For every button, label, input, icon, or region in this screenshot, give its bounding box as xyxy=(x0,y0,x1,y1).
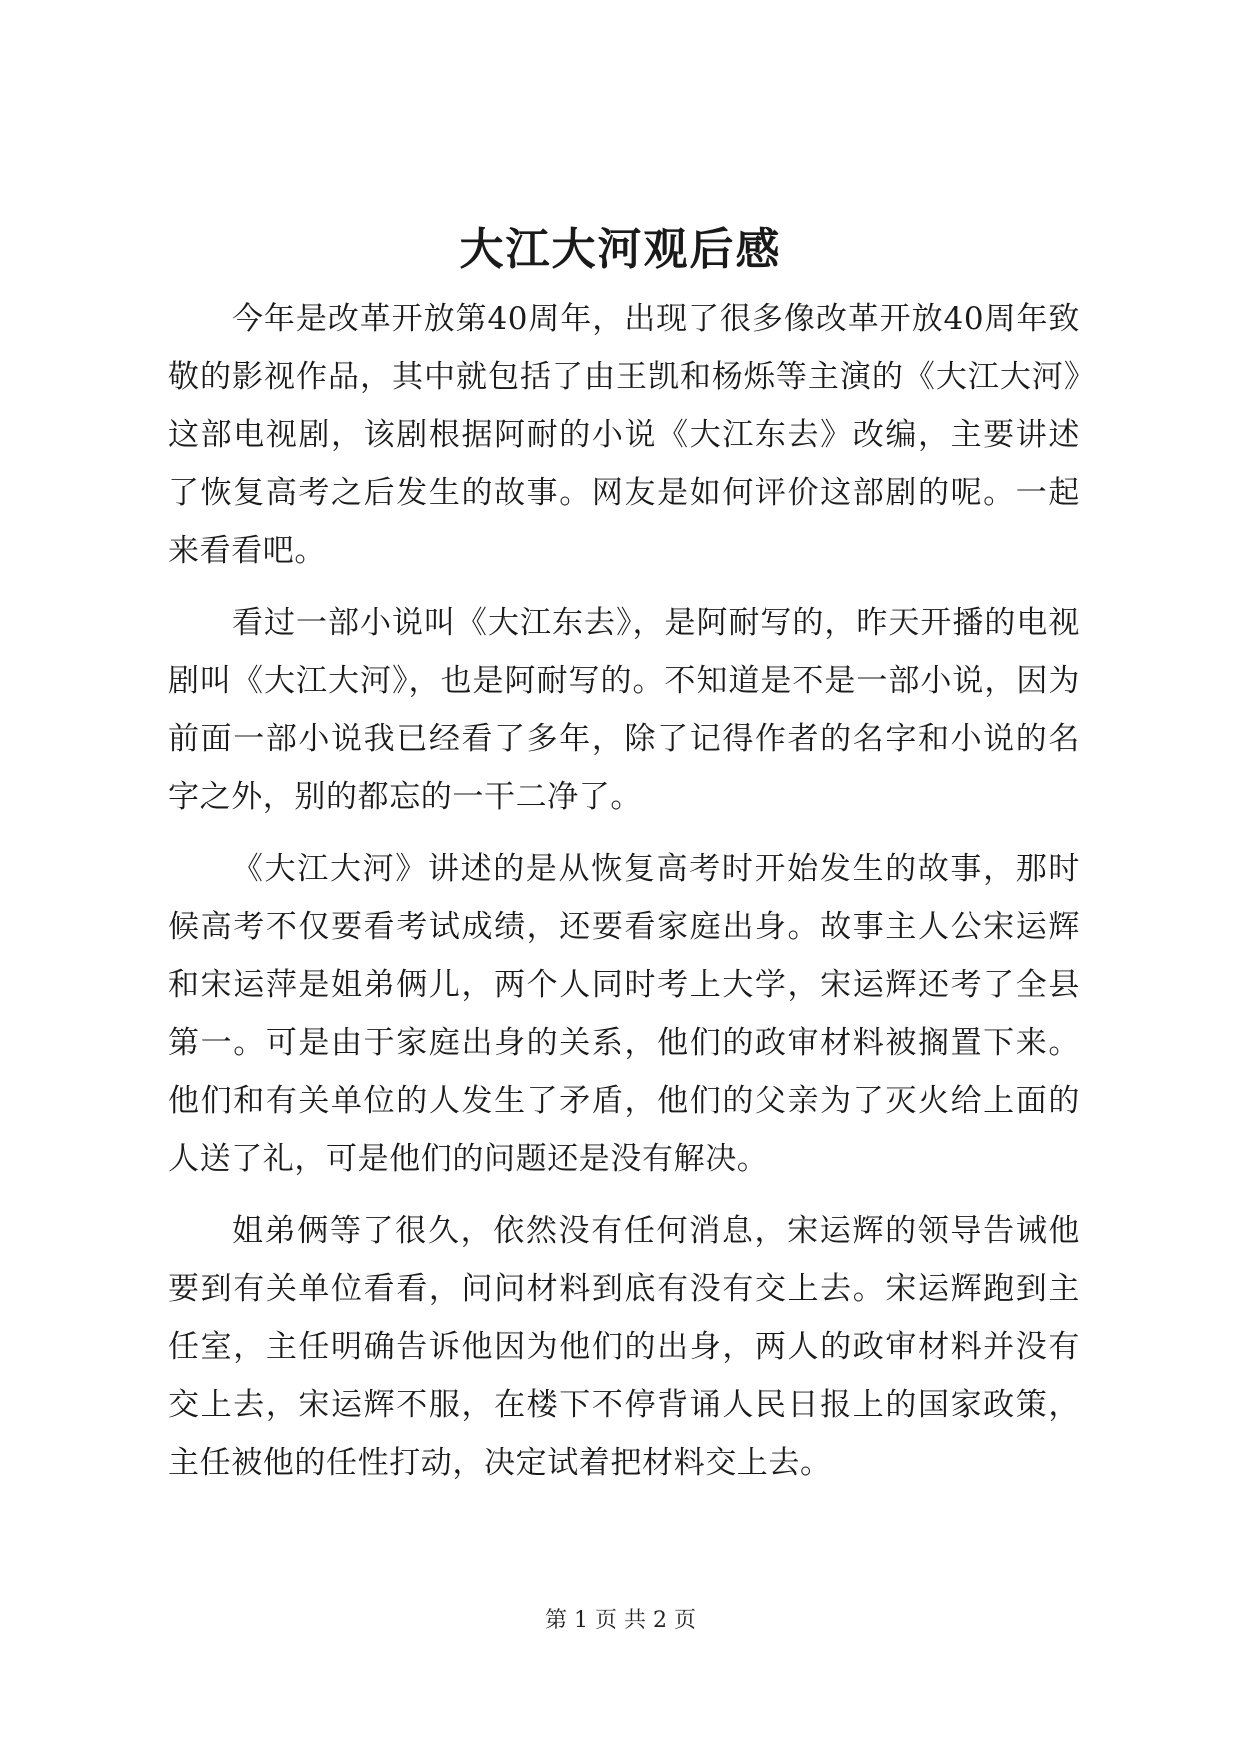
page-title: 大江大河观后感 xyxy=(459,224,782,275)
paragraph-4: 姐弟俩等了很久，依然没有任何消息，宋运辉的领导告诫他要到有关单位看看，问问材料到底有没有交上去。宋运辉跑到主任室，主任明确告诉他因为他们的出身，两人的政审材料并没有交上去，宋运辉不服，在楼下不停背诵人民日报上的国家政策，主任被他的任性打动，决定试着把材料交上去。 xyxy=(168,1213,1080,1481)
page-number-footer: 第 1 页 共 2 页 xyxy=(545,1608,696,1633)
paragraph-2: 看过一部小说叫《大江东去》，是阿耐写的，昨天开播的电视剧叫《大江大河》，也是阿耐写的。不知道是不是一部小说，因为前面一部小说我已经看了多年，除了记得作者的名字和小说的名字之外，别的都忘的一干二净了。 xyxy=(168,605,1080,815)
article-body xyxy=(168,290,1080,1492)
paragraph-1: 今年是改革开放第40周年，出现了很多像改革开放40周年致敬的影视作品，其中就包括了由王凯和杨烁等主演的《大江大河》这部电视剧，该剧根据阿耐的小说《大江东去》改编，主要讲述了恢复高考之后发生的故事。网友是如何评价这部剧的呢。一起来看看吧。 xyxy=(168,301,1080,569)
paragraph-3: 《大江大河》讲述的是从恢复高考时开始发生的故事，那时候高考不仅要看考试成绩，还要看家庭出身。故事主人公宋运辉和宋运萍是姐弟俩儿，两个人同时考上大学，宋运辉还考了全县第一。可是由于家庭出身的关系，他们的政审材料被搁置下来。他们和有关单位的人发生了矛盾，他们的父亲为了灭火给上面的人送了礼，可是他们的问题还是没有解决。 xyxy=(168,851,1080,1177)
